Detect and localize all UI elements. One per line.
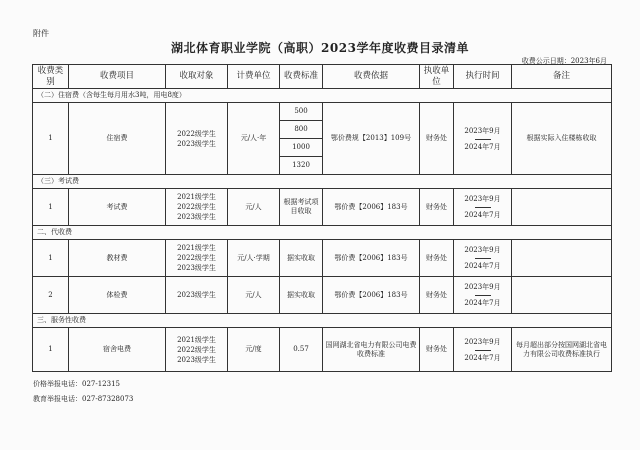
fee-item: 宿舍电费 bbox=[69, 328, 166, 372]
execution-time: 2023年9月 2024年7月 bbox=[454, 328, 512, 372]
note: 每月超出部分按国网湖北省电力有限公司收费标准执行 bbox=[512, 328, 612, 372]
col-header-note: 备注 bbox=[512, 65, 612, 89]
collector: 财务处 bbox=[420, 277, 454, 314]
collector: 财务处 bbox=[420, 328, 454, 372]
row-number: 1 bbox=[33, 189, 69, 226]
fee-basis: 鄂价费【2006】183号 bbox=[323, 189, 420, 226]
fee-basis: 鄂价费【2006】183号 bbox=[323, 277, 420, 314]
col-header-collector: 执收单位 bbox=[420, 65, 454, 89]
fee-table bbox=[32, 64, 612, 372]
col-header-item: 收费项目 bbox=[69, 65, 166, 89]
row-number: 1 bbox=[33, 328, 69, 372]
col-header-time: 执行时间 bbox=[454, 65, 512, 89]
row-number: 2 bbox=[33, 277, 69, 314]
fee-item: 考试费 bbox=[69, 189, 166, 226]
fee-item: 住宿费 bbox=[69, 103, 166, 175]
billing-unit: 元/度 bbox=[228, 328, 280, 372]
note: 根据实际入住楼栋收取 bbox=[512, 103, 612, 175]
execution-time: 2023年9月 2024年7月 bbox=[454, 103, 512, 175]
price-hotline: 价格举报电话：027-12315 bbox=[33, 380, 120, 388]
fee-standard: 0.57 bbox=[280, 328, 323, 372]
target-students: 2022级学生 2023级学生 bbox=[166, 103, 228, 175]
fee-item: 教材费 bbox=[69, 240, 166, 277]
col-header-target: 收取对象 bbox=[166, 65, 228, 89]
target-students: 2021级学生 2022级学生 2023级学生 bbox=[166, 240, 228, 277]
document-title: 湖北体育职业学院（高职）2023学年度收费目录清单 bbox=[171, 41, 469, 55]
table-row bbox=[33, 103, 612, 175]
row-number: 1 bbox=[33, 240, 69, 277]
fee-standard: 根据考试项目收取 bbox=[280, 189, 323, 226]
education-hotline: 教育举报电话：027-87328073 bbox=[33, 395, 134, 403]
attachment-label: 附件 bbox=[33, 29, 49, 38]
table-header-row bbox=[33, 65, 612, 89]
target-students: 2021级学生 2022级学生 2023级学生 bbox=[166, 328, 228, 372]
collector: 财务处 bbox=[420, 103, 454, 175]
target-students: 2021级学生 2022级学生 2023级学生 bbox=[166, 189, 228, 226]
row-number: 1 bbox=[33, 103, 69, 175]
target-students: 2023级学生 bbox=[166, 277, 228, 314]
note bbox=[512, 277, 612, 314]
execution-time: 2023年9月 2024年7月 bbox=[454, 277, 512, 314]
execution-time: 2023年9月 2024年7月 bbox=[454, 189, 512, 226]
col-header-category: 收费类别 bbox=[33, 65, 69, 89]
fee-standard: 据实收取 bbox=[280, 240, 323, 277]
fee-basis: 国网湖北省电力有限公司电费收费标准 bbox=[323, 328, 420, 372]
fee-standard: 500 800 1000 1320 bbox=[280, 103, 323, 175]
section-title: 二、代收费 bbox=[33, 226, 612, 240]
fee-standard: 据实收取 bbox=[280, 277, 323, 314]
section-title: （二）住宿费（含每生每月用水3吨，用电8度） bbox=[33, 89, 612, 103]
col-header-unit: 计费单位 bbox=[228, 65, 280, 89]
billing-unit: 元/人·学期 bbox=[228, 240, 280, 277]
note bbox=[512, 189, 612, 226]
section-title: （三）考试费 bbox=[33, 175, 612, 189]
billing-unit: 元/人 bbox=[228, 277, 280, 314]
fee-basis: 鄂价费规【2013】109号 bbox=[323, 103, 420, 175]
billing-unit: 元/人·年 bbox=[228, 103, 280, 175]
fee-item: 体检费 bbox=[69, 277, 166, 314]
collector: 财务处 bbox=[420, 240, 454, 277]
table-row bbox=[33, 240, 612, 277]
fee-basis: 鄂价费【2006】183号 bbox=[323, 240, 420, 277]
publish-date: 收费公示日期：2023年6月 bbox=[521, 57, 607, 65]
execution-time: 2023年9月 2024年7月 bbox=[454, 240, 512, 277]
table-row bbox=[33, 328, 612, 372]
table-row bbox=[33, 277, 612, 314]
table-row bbox=[33, 189, 612, 226]
note bbox=[512, 240, 612, 277]
section-title: 三、服务性收费 bbox=[33, 314, 612, 328]
col-header-standard: 收费标准 bbox=[280, 65, 323, 89]
col-header-basis: 收费依据 bbox=[323, 65, 420, 89]
collector: 财务处 bbox=[420, 189, 454, 226]
billing-unit: 元/人 bbox=[228, 189, 280, 226]
